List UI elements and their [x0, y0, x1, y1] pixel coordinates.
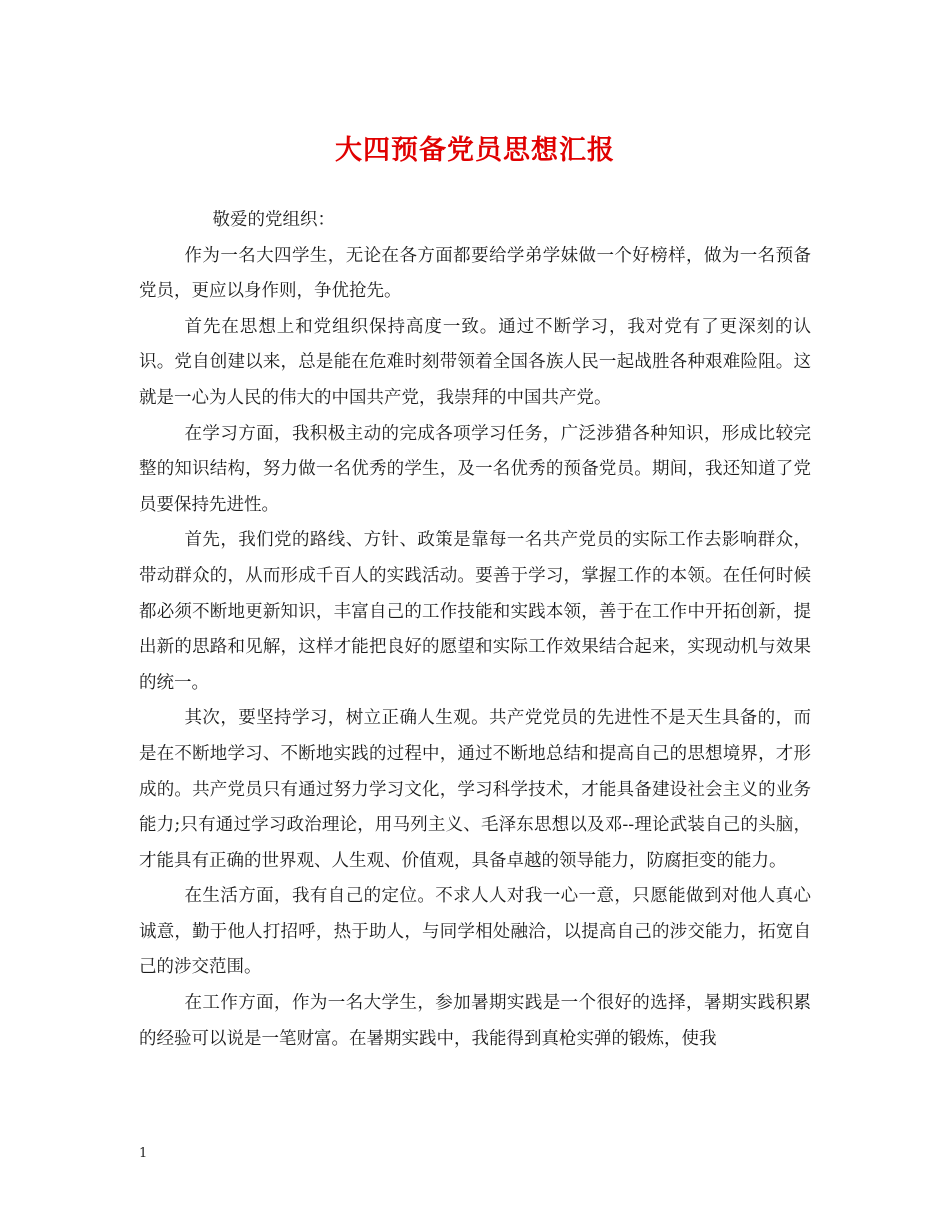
paragraph: 首先，我们党的路线、方针、政策是靠每一名共产党员的实际工作去影响群众，带动群众的，从而形成千百人的实践活动。要善于学习，掌握工作的本领。在任何时候都必须不断地更新知识，丰富自己的工作技能和实践本领，善于在工作中开拓创新，提出新的思路和见解，这样才能把良好的愿望和实际工作效果结合起来，实现动机与效果的统一。 [139, 530, 811, 693]
paragraph: 在学习方面，我积极主动的完成各项学习任务，广泛涉猎各种知识，形成比较完整的知识结构，努力做一名优秀的学生，及一名优秀的预备党员。期间，我还知道了党员要保持先进性。 [139, 423, 811, 515]
page-number: 1 [139, 1146, 148, 1161]
salutation: 敬爱的党组织： [212, 210, 335, 230]
paragraph: 作为一名大四学生，无论在各方面都要给学弟学妹做一个好榜样，做为一名预备党员，更应以身作则，争优抢先。 [139, 245, 811, 302]
document-body [139, 203, 811, 1057]
document-title: 大四预备党员思想汇报 [335, 135, 615, 166]
paragraph: 首先在思想上和党组织保持高度一致。通过不断学习，我对党有了更深刻的认识。党自创建以来，总是能在危难时刻带领着全国各族人民一起战胜各种艰难险阻。这就是一心为人民的伟大的中国共产党，我崇拜的中国共产党。 [139, 316, 811, 408]
paragraph: 在工作方面，作为一名大学生，参加暑期实践是一个很好的选择，暑期实践积累的经验可以说是一笔财富。在暑期实践中，我能得到真枪实弹的锻炼，使我 [139, 993, 811, 1049]
paragraph: 在生活方面，我有自己的定位。不求人人对我一心一意，只愿能做到对他人真心诚意，勤于他人打招呼，热于助人，与同学相处融洽，以提高自己的涉交能力，拓宽自己的涉交范围。 [139, 886, 811, 978]
paragraph: 其次，要坚持学习，树立正确人生观。共产党党员的先进性不是天生具备的，而是在不断地学习、不断地实践的过程中，通过不断地总结和提高自己的思想境界，才形成的。共产党员只有通过努力学习文化，学习科学技术，才能具备建设社会主义的业务能力;只有通过学习政治理论，用马列主义、毛泽东思想以及邓--理论武装自己的头脑，才能具有正确的世界观、人生观、价值观，具备卓越的领导能力，防腐拒变的能力。 [139, 708, 811, 871]
